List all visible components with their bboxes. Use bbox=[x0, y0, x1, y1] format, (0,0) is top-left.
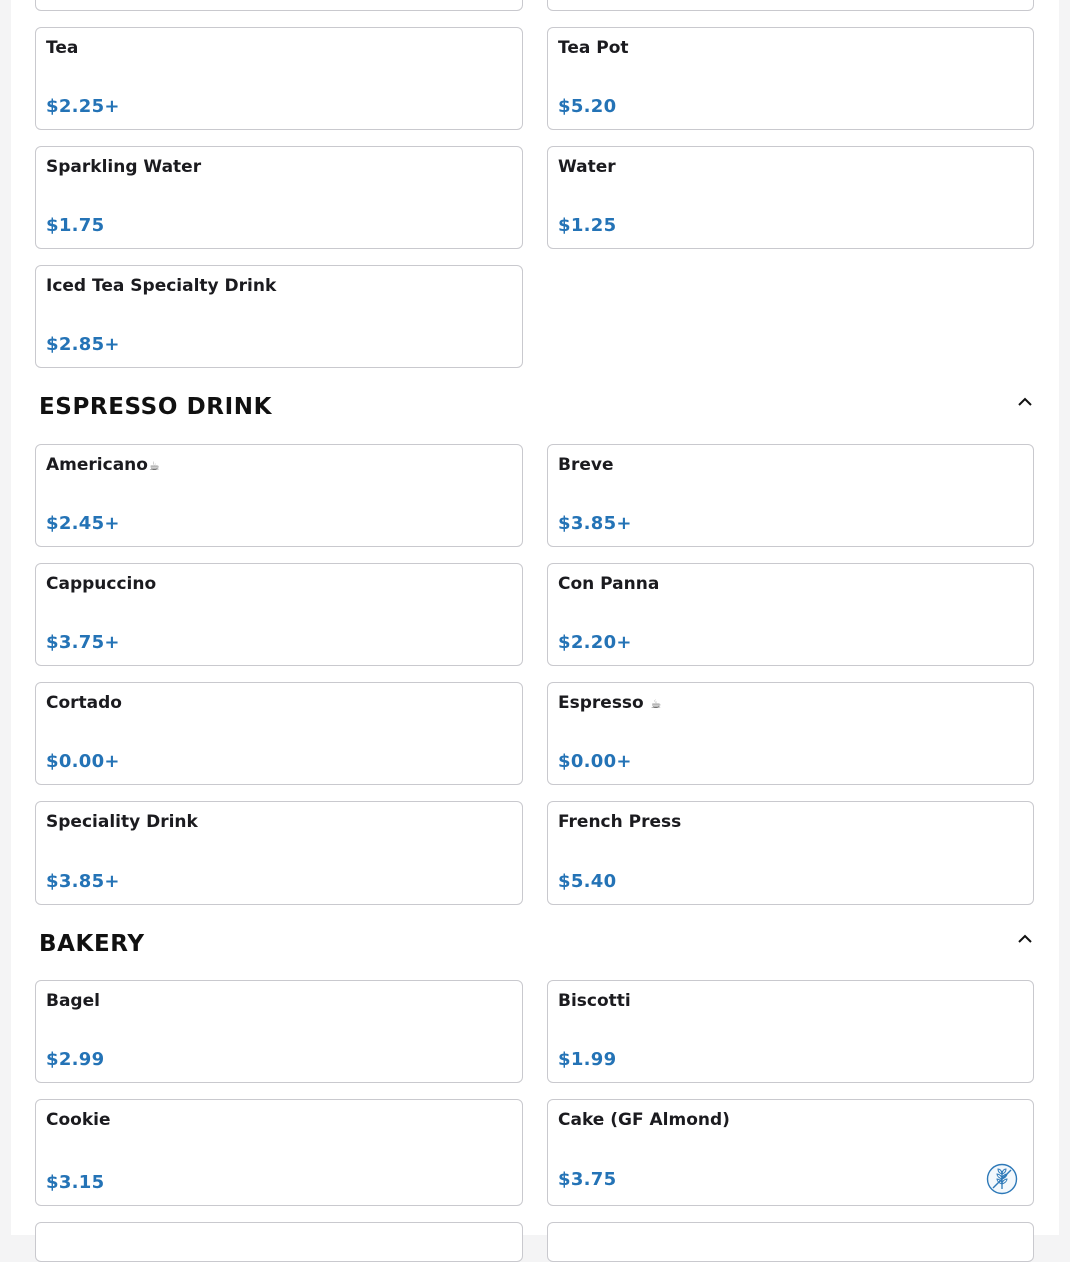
coffee-cup-icon: ☕ bbox=[650, 697, 662, 711]
menu-item-card[interactable] bbox=[547, 444, 1034, 547]
menu-item-card[interactable] bbox=[35, 444, 523, 547]
coffee-cup-icon: ☕ bbox=[148, 459, 160, 473]
menu-item-card[interactable] bbox=[35, 980, 523, 1083]
item-name: Con Panna bbox=[558, 574, 660, 594]
menu-item-card[interactable] bbox=[547, 1099, 1034, 1206]
item-name: Cappuccino bbox=[46, 574, 157, 594]
item-name: Biscotti bbox=[558, 991, 631, 1011]
menu-item-card[interactable] bbox=[35, 801, 523, 905]
item-price: $2.99 bbox=[46, 1049, 105, 1070]
item-price: $3.15 bbox=[46, 1172, 105, 1193]
menu-item-card[interactable] bbox=[35, 1099, 523, 1206]
item-name: Tea bbox=[46, 38, 79, 58]
menu-item-card[interactable] bbox=[35, 265, 523, 368]
menu-item-card[interactable] bbox=[547, 0, 1034, 11]
item-price: $3.75 bbox=[558, 1169, 617, 1190]
section-title-bakery: BAKERY bbox=[39, 931, 145, 957]
gluten-free-icon bbox=[986, 1163, 1018, 1195]
section-title-espresso: ESPRESSO DRINK bbox=[39, 394, 273, 420]
item-price: $2.45+ bbox=[46, 513, 120, 534]
item-price: $1.99 bbox=[558, 1049, 617, 1070]
menu-item-card[interactable] bbox=[35, 146, 523, 249]
item-name: Sparkling Water bbox=[46, 157, 202, 177]
menu-item-card[interactable] bbox=[547, 980, 1034, 1083]
menu-item-card[interactable] bbox=[547, 801, 1034, 905]
item-name: Speciality Drink bbox=[46, 812, 198, 832]
chevron-up-icon[interactable] bbox=[1016, 932, 1034, 946]
item-name: Bagel bbox=[46, 991, 100, 1011]
chevron-up-icon[interactable] bbox=[1016, 395, 1034, 409]
item-price: $2.25+ bbox=[46, 96, 120, 117]
item-price: $2.85+ bbox=[46, 334, 120, 355]
item-name: Tea Pot bbox=[558, 38, 629, 58]
item-name: Water bbox=[558, 157, 616, 177]
item-name: Americano☕ bbox=[46, 455, 160, 475]
item-price: $5.40 bbox=[558, 871, 617, 892]
menu-item-card[interactable] bbox=[547, 682, 1034, 785]
menu-item-card[interactable] bbox=[35, 563, 523, 666]
item-name: French Press bbox=[558, 812, 682, 832]
item-price: $3.85+ bbox=[46, 871, 120, 892]
item-price: $2.20+ bbox=[558, 632, 632, 653]
menu-item-card[interactable] bbox=[35, 1222, 523, 1262]
menu-item-card[interactable] bbox=[547, 1222, 1034, 1262]
item-name: Cortado bbox=[46, 693, 122, 713]
menu-item-card[interactable] bbox=[547, 563, 1034, 666]
menu-item-card[interactable] bbox=[35, 0, 523, 11]
menu-item-card[interactable] bbox=[35, 27, 523, 130]
item-price: $0.00+ bbox=[46, 751, 120, 772]
item-name: Cookie bbox=[46, 1110, 111, 1130]
menu-item-card[interactable] bbox=[35, 682, 523, 785]
menu-page bbox=[11, 0, 1059, 1235]
item-name: Iced Tea Specialty Drink bbox=[46, 276, 277, 296]
item-name: Espresso ☕ bbox=[558, 693, 662, 713]
item-price: $3.85+ bbox=[558, 513, 632, 534]
menu-item-card[interactable] bbox=[547, 27, 1034, 130]
item-price: $5.20 bbox=[558, 96, 617, 117]
item-price: $1.25 bbox=[558, 215, 617, 236]
menu-item-card[interactable] bbox=[547, 146, 1034, 249]
item-price: $0.00+ bbox=[558, 751, 632, 772]
item-name: Cake (GF Almond) bbox=[558, 1110, 730, 1130]
item-name: Breve bbox=[558, 455, 614, 475]
item-price: $1.75 bbox=[46, 215, 105, 236]
item-price: $3.75+ bbox=[46, 632, 120, 653]
